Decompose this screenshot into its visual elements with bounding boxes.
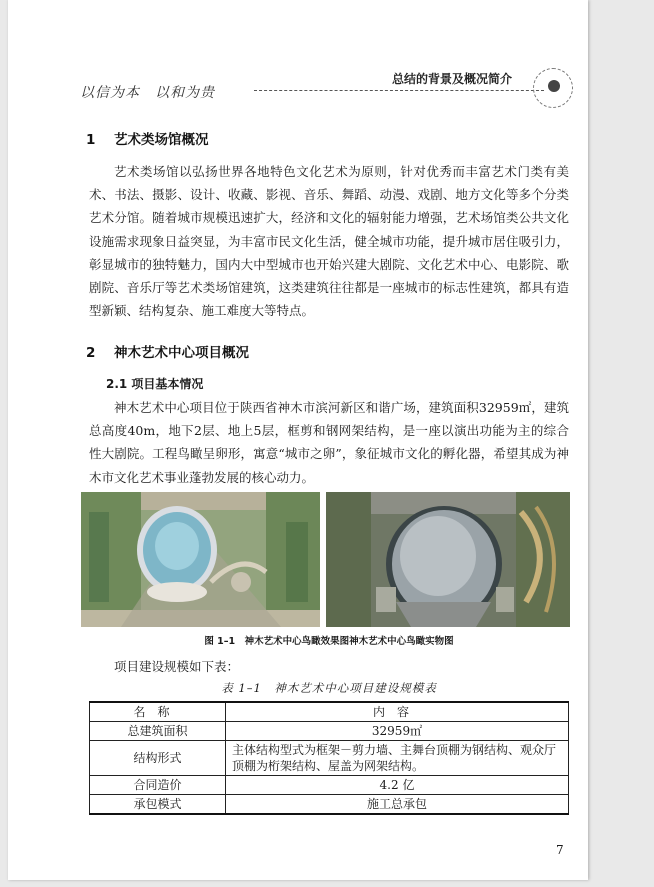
section-1-body: 艺术类场馆以弘扬世界各地特色文化艺术为原则，针对优秀而丰富艺术门类有美术、书法、摄影、设计、收藏、影视、音乐、舞蹈、动漫、戏剧、地方文化等多个分类艺术分馆。随着城市规模迅速扩大，经济和文化的辐射能力增强，艺术场馆类公共文化设施需求现象日益突显，为丰富市民文化生活，健全城市功能，提升城市居住吸引力，彰显城市的独特魅力，国内大中型城市也开始兴建大剧院、文化艺术中心、电影院、歌剧院、音乐厅等艺术类场馆建筑，这类建筑往往都是一座城市的标志性建筑，都具有造型新颖、结构复杂、施工难度大等特点。 <box>89 164 569 319</box>
subsection-2-1-title: 2.1 项目基本情况 <box>106 377 204 391</box>
page-number: 7 <box>556 843 564 857</box>
table-cell-value: 施工总承包 <box>226 795 569 815</box>
table-cell-key: 结构形式 <box>90 741 226 776</box>
table-row <box>90 741 569 776</box>
project-scale-table <box>89 701 569 815</box>
table-header-row <box>90 702 569 722</box>
book-page <box>8 0 588 880</box>
table-cell-key: 总建筑面积 <box>90 722 226 741</box>
figure-caption: 图 1–1 神木艺术中心鸟瞰效果图神木艺术中心鸟瞰实物图 <box>204 636 454 647</box>
section-2-body: 神木艺术中心项目位于陕西省神木市滨河新区和谐广场，建筑面积32959㎡，建筑总高度40m，地下2层、地上5层，框剪和钢网架结构，是一座以演出功能为主的综合性大剧院。工程鸟瞰呈卵形，寓意“城市之卵”，象征城市文化的孵化器，希望其成为神木市文化艺术事业蓬勃发展的核心动力。 <box>89 400 569 485</box>
table-row <box>90 722 569 741</box>
table-row <box>90 795 569 815</box>
section-1-heading <box>86 128 209 148</box>
table-cell-key: 合同造价 <box>90 776 226 795</box>
real-aerial-photo <box>326 492 570 627</box>
header-section-title: 总结的背景及概况简介 <box>392 72 513 86</box>
section-2-number: 2 <box>86 345 96 361</box>
section-1-title: 艺术类场馆概况 <box>114 132 209 148</box>
table-cell-value: 主体结构型式为框架－剪力墙、主舞台顶棚为钢结构、观众厅顶棚为桁架结构、屋盖为网架结构。 <box>226 741 569 776</box>
table-row <box>90 776 569 795</box>
section-2-title: 神木艺术中心项目概况 <box>114 345 249 361</box>
header-dot-icon <box>548 80 560 92</box>
rendering-aerial-image <box>81 492 320 627</box>
table-cell-value: 32959㎡ <box>226 722 569 741</box>
table-header-content: 内容 <box>226 702 569 722</box>
header-divider <box>254 90 544 91</box>
table-title: 表 1–1 神木艺术中心项目建设规模表 <box>221 681 437 695</box>
section-2-heading <box>86 341 249 361</box>
table-cell-value: 4.2 亿 <box>226 776 569 795</box>
table-intro-text: 项目建设规模如下表： <box>114 659 240 674</box>
table-header-name: 名称 <box>90 702 226 722</box>
table-cell-key: 承包模式 <box>90 795 226 815</box>
section-1-number: 1 <box>86 132 96 148</box>
header-motto: 以信为本 以和为贵 <box>80 85 215 101</box>
